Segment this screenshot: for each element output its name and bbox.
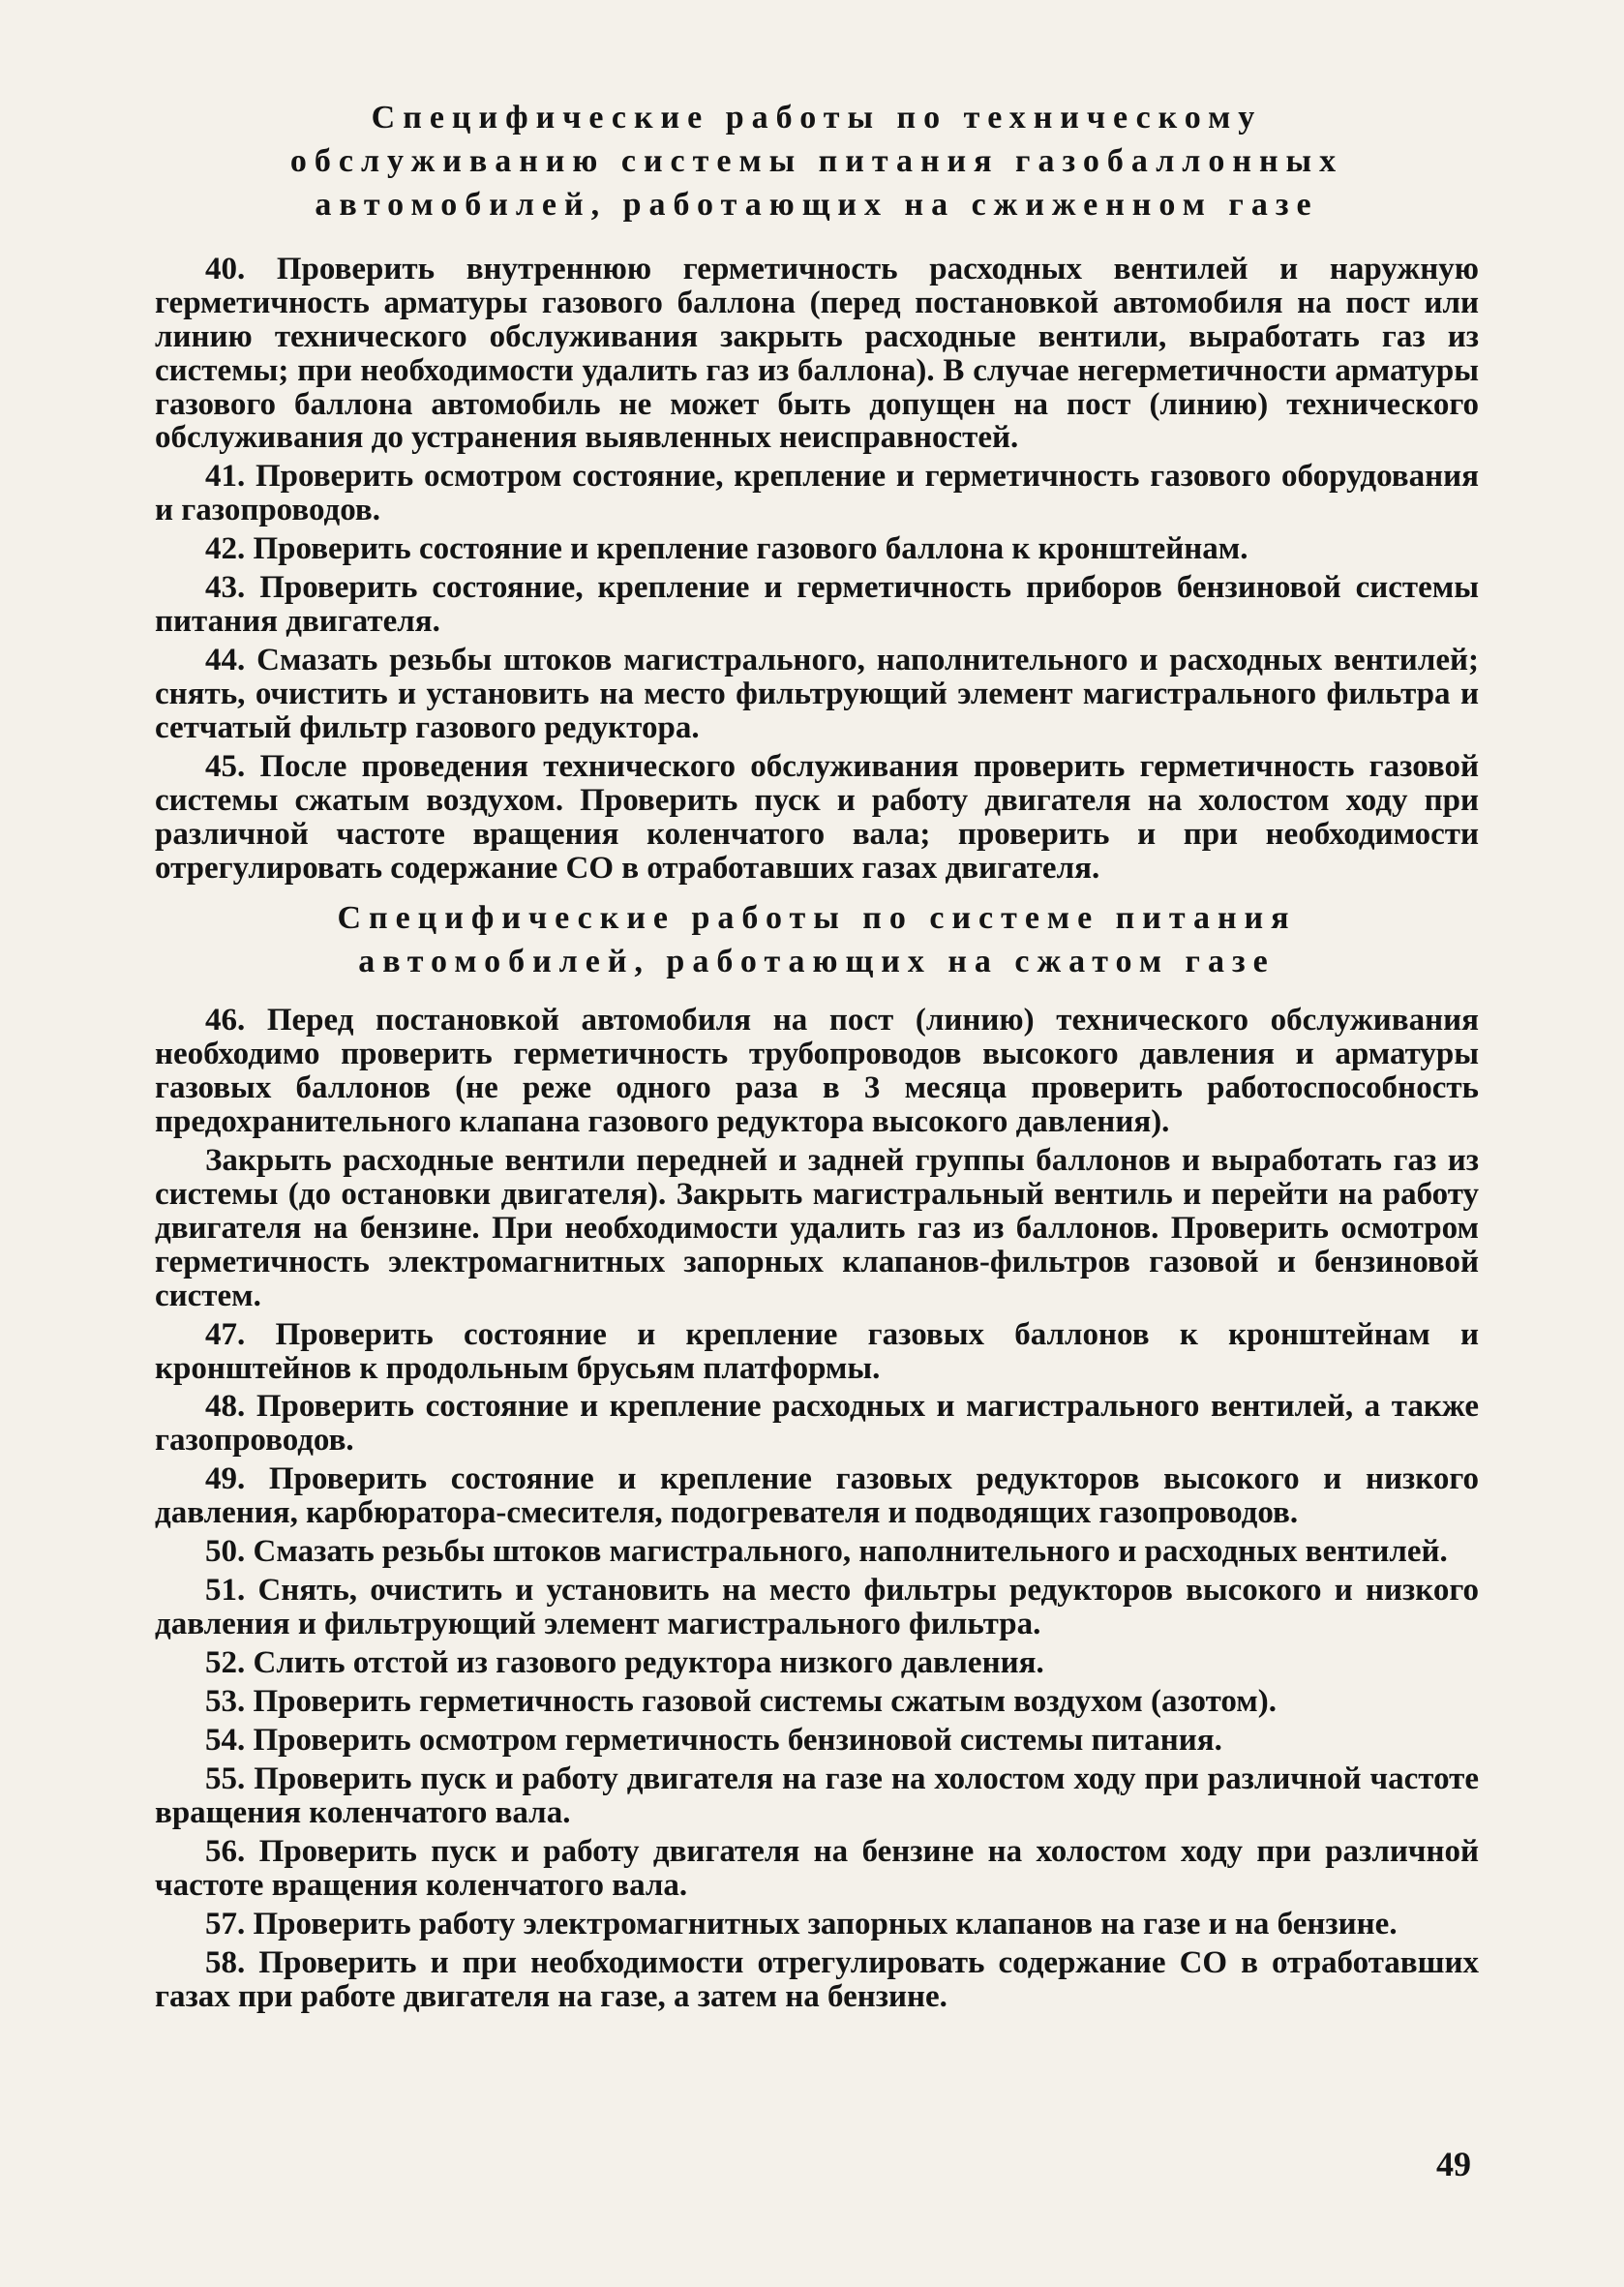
title-line: автомобилей, работающих на сжатом газе [358,943,1276,979]
paragraph-49: 49. Проверить состояние и крепление газовых редукторов высокого и низкого давления, карбюратора-смесителя, подогревателя и подводящих газопроводов. [155,1461,1479,1531]
title-line: Специфические работы по системе питания [337,900,1297,937]
title-line: обслуживанию системы питания газобаллонных [289,142,1344,179]
paragraph-48: 48. Проверить состояние и крепление расходных и магистрального вентилей, а также газопроводов. [155,1389,1479,1459]
paragraph-57: 57. Проверить работу электромагнитных запорных клапанов на газе и на бензине. [205,1907,1398,1942]
section-title-liquefied-gas [155,97,1479,227]
paragraph-50: 50. Смазать резьбы штоков магистрального, наполнительного и расходных вентилей. [205,1534,1448,1570]
paragraph-52: 52. Слить отстой из газового редуктора низкого давления. [205,1645,1044,1681]
title-line: Специфические работы по техническому [371,100,1263,135]
paragraph-46: 46. Перед постановкой автомобиля на пост (линию) технического обслуживания необходимо проверить герметичность трубопроводов высокого давления и арматуры газовых баллонов (не реже одного раза в 3 месяца проверить работоспособность предохранительного клапана газового редуктора высокого давления). [155,1002,1479,1139]
paragraph-41: 41. Проверить осмотром состояние, крепление и герметичность газового оборудования и газопроводов. [155,459,1479,528]
title-line: автомобилей, работающих на сжиженном газе [315,186,1319,223]
paragraph-47: 47. Проверить состояние и крепление газовых баллонов к кронштейнам и кронштейнов к продольным брусьям платформы. [155,1316,1479,1386]
section-body-liquefied-gas [155,253,1479,886]
paragraph-46-continued: Закрыть расходные вентили передней и задней группы баллонов и выработать газ из системы (до остановки двигателя). Закрыть магистральный вентиль и перейти на работу двигателя на бензине. При необходимости удалить газ из баллонов. Проверить осмотром герметичность электромагнитных запорных клапанов-фильтров газовой и бензиновой систем. [155,1142,1479,1313]
paragraph-55: 55. Проверить пуск и работу двигателя на газе на холостом ходу при различной частоте вращения коленчатого вала. [155,1761,1479,1831]
page-number: 49 [1436,2145,1471,2183]
paragraph-43: 43. Проверить состояние, крепление и герметичность приборов бензиновой системы питания двигателя. [155,570,1479,640]
paragraph-42: 42. Проверить состояние и крепление газового баллона к кронштейнам. [205,531,1248,567]
paragraph-56: 56. Проверить пуск и работу двигателя на бензине на холостом ходу при различной частоте вращения коленчатого вала. [155,1834,1479,1904]
paragraph-45: 45. После проведения технического обслуживания проверить герметичность газовой системы сжатым воздухом. Проверить пуск и работу двигателя на холостом ходу при различной частоте вращения коленчатого вала; проверить и при необходимости отрегулировать содержание СО в отработавших газах двигателя. [155,749,1479,887]
paragraph-51: 51. Снять, очистить и установить на место фильтры редукторов высокого и низкого давления и фильтрующий элемент магистрального фильтра. [155,1573,1479,1642]
paragraph-44: 44. Смазать резьбы штоков магистрального, наполнительного и расходных вентилей; снять, очистить и установить на место фильтрующий элемент магистрального фильтра и сетчатый фильтр газового редуктора. [155,643,1479,746]
paragraph-53: 53. Проверить герметичность газовой системы сжатым воздухом (азотом). [205,1684,1277,1720]
section-body-compressed-gas [155,1004,1479,2014]
paragraph-54: 54. Проверить осмотром герметичность бензиновой системы питания. [205,1723,1222,1759]
section-title-compressed-gas [155,897,1479,984]
paragraph-40: 40. Проверить внутреннюю герметичность расходных вентилей и наружную герметичность арматуры газового баллона (перед постановкой автомобиля на пост или линию технического обслуживания закрыть расходные вентили, выработать газ из системы; при необходимости удалить газ из баллона). В случае негерметичности арматуры газового баллона автомобиль не может быть допущен на пост (линию) технического обслуживания до устранения выявленных неисправностей. [155,251,1479,456]
paragraph-58: 58. Проверить и при необходимости отрегулировать содержание СО в отработавших газах при работе двигателя на газе, а затем на бензине. [155,1945,1479,2014]
